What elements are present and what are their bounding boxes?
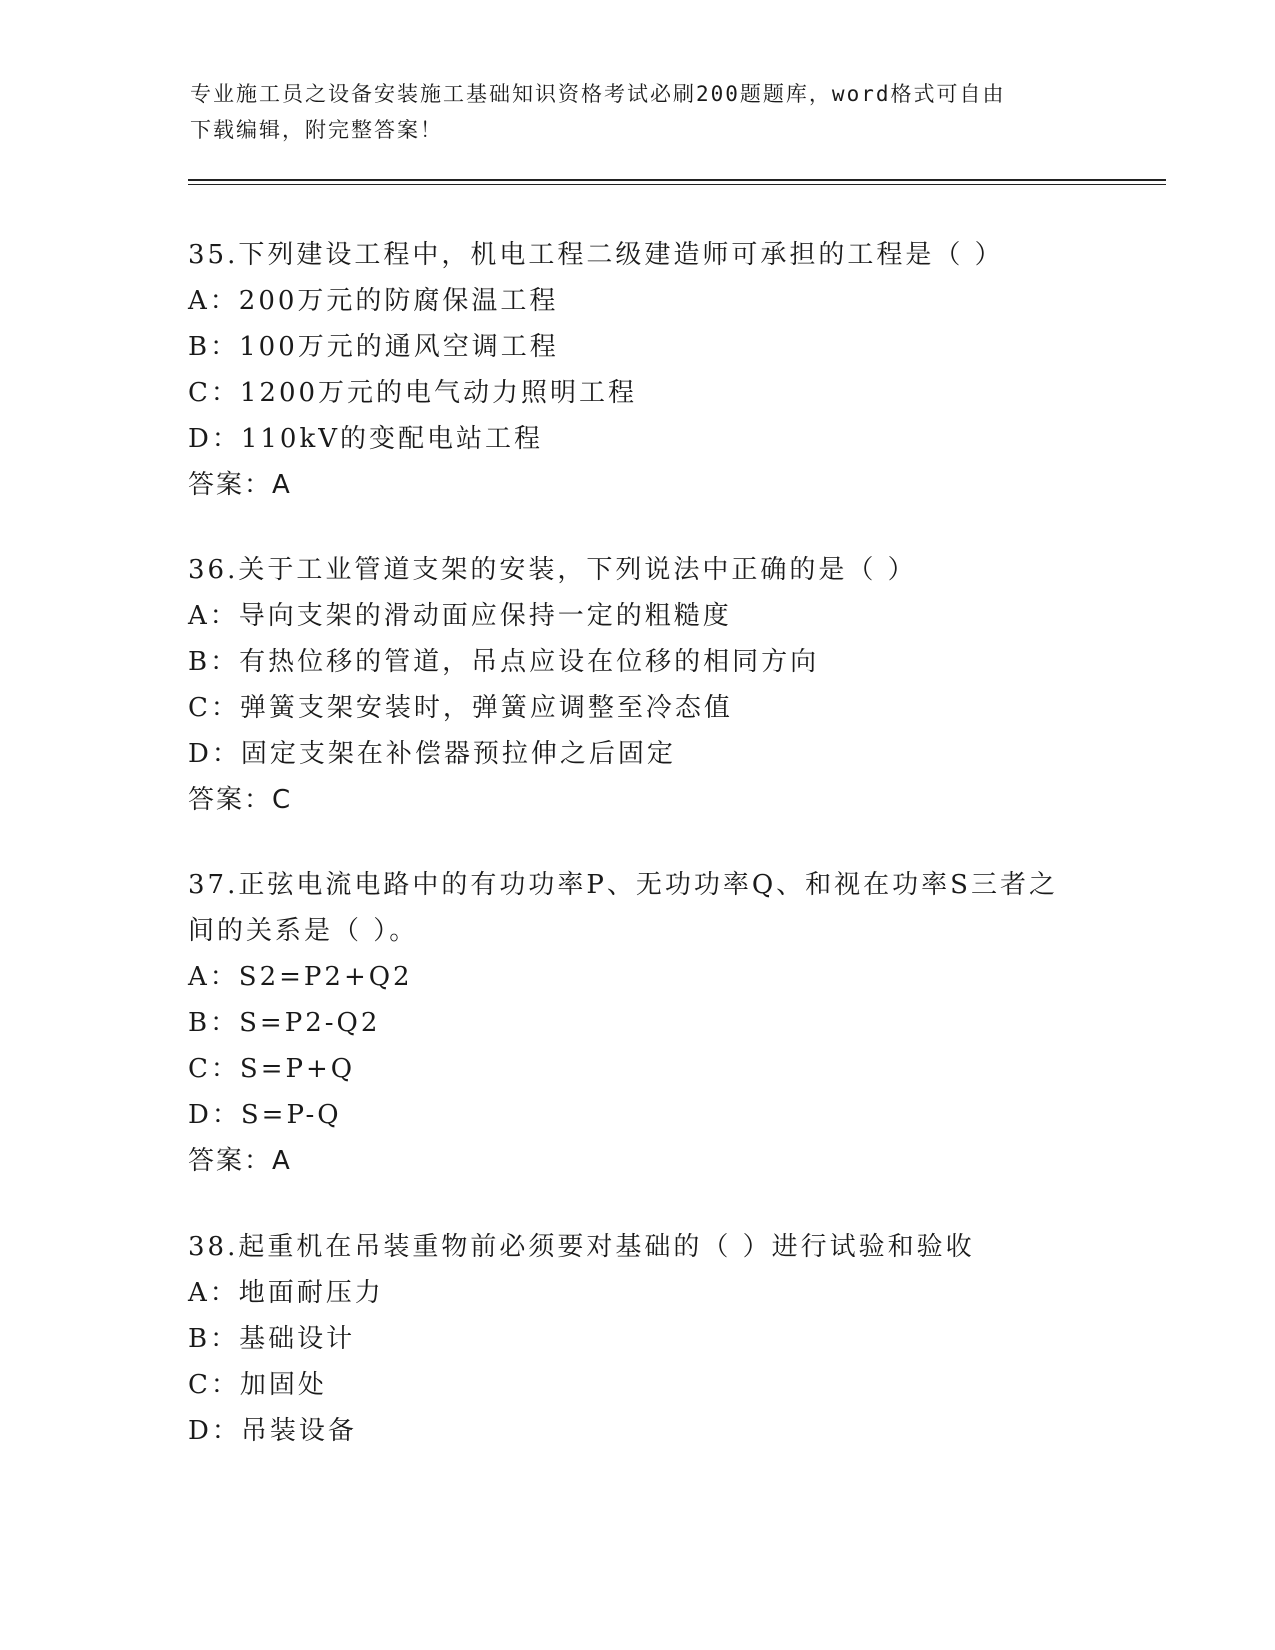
option-d: D：S=P-Q [188, 1100, 342, 1130]
header-line-1: 专业施工员之设备安装施工基础知识资格考试必刷200题题库，word格式可自由 [190, 82, 1006, 106]
question-35 [188, 232, 1088, 508]
option-b: B：100万元的通风空调工程 [188, 332, 559, 362]
option-d: D：固定支架在补偿器预拉伸之后固定 [188, 739, 676, 769]
option-c: C：加固处 [188, 1370, 327, 1400]
header-divider-thick [188, 179, 1166, 181]
question-stem: 38.起重机在吊装重物前必须要对基础的（ ）进行试验和验收 [188, 1232, 975, 1262]
answer-label: 答案：C [188, 785, 293, 815]
answer-label: 答案：A [188, 1146, 292, 1176]
question-stem: 35.下列建设工程中，机电工程二级建造师可承担的工程是（ ） [188, 240, 1004, 270]
option-c: C：S=P+Q [188, 1054, 356, 1084]
option-b: B：S=P2-Q2 [188, 1008, 381, 1038]
question-stem-line-1: 37.正弦电流电路中的有功功率P、无功功率Q、和视在功率S三者之 [188, 870, 1058, 900]
question-37 [188, 862, 1088, 1184]
option-d: D：110kV的变配电站工程 [188, 424, 544, 454]
question-stem-line-2: 间的关系是（ ）。 [188, 916, 419, 946]
question-stem: 36.关于工业管道支架的安装，下列说法中正确的是（ ） [188, 555, 917, 585]
document-header [190, 76, 1090, 148]
option-b: B：基础设计 [188, 1324, 356, 1354]
option-a: A：地面耐压力 [188, 1278, 384, 1308]
answer-label: 答案：A [188, 470, 292, 500]
header-divider-thin [188, 184, 1166, 185]
header-line-2: 下载编辑，附完整答案！ [190, 118, 443, 142]
option-a: A：S2=P2+Q2 [188, 962, 413, 992]
option-c: C：1200万元的电气动力照明工程 [188, 378, 638, 408]
option-c: C：弹簧支架安装时，弹簧应调整至冷态值 [188, 693, 733, 723]
option-a: A：导向支架的滑动面应保持一定的粗糙度 [188, 601, 732, 631]
question-38 [188, 1224, 1088, 1454]
option-d: D：吊装设备 [188, 1416, 357, 1446]
question-36 [188, 547, 1088, 823]
option-a: A：200万元的防腐保温工程 [188, 286, 559, 316]
option-b: B：有热位移的管道，吊点应设在位移的相同方向 [188, 647, 820, 677]
